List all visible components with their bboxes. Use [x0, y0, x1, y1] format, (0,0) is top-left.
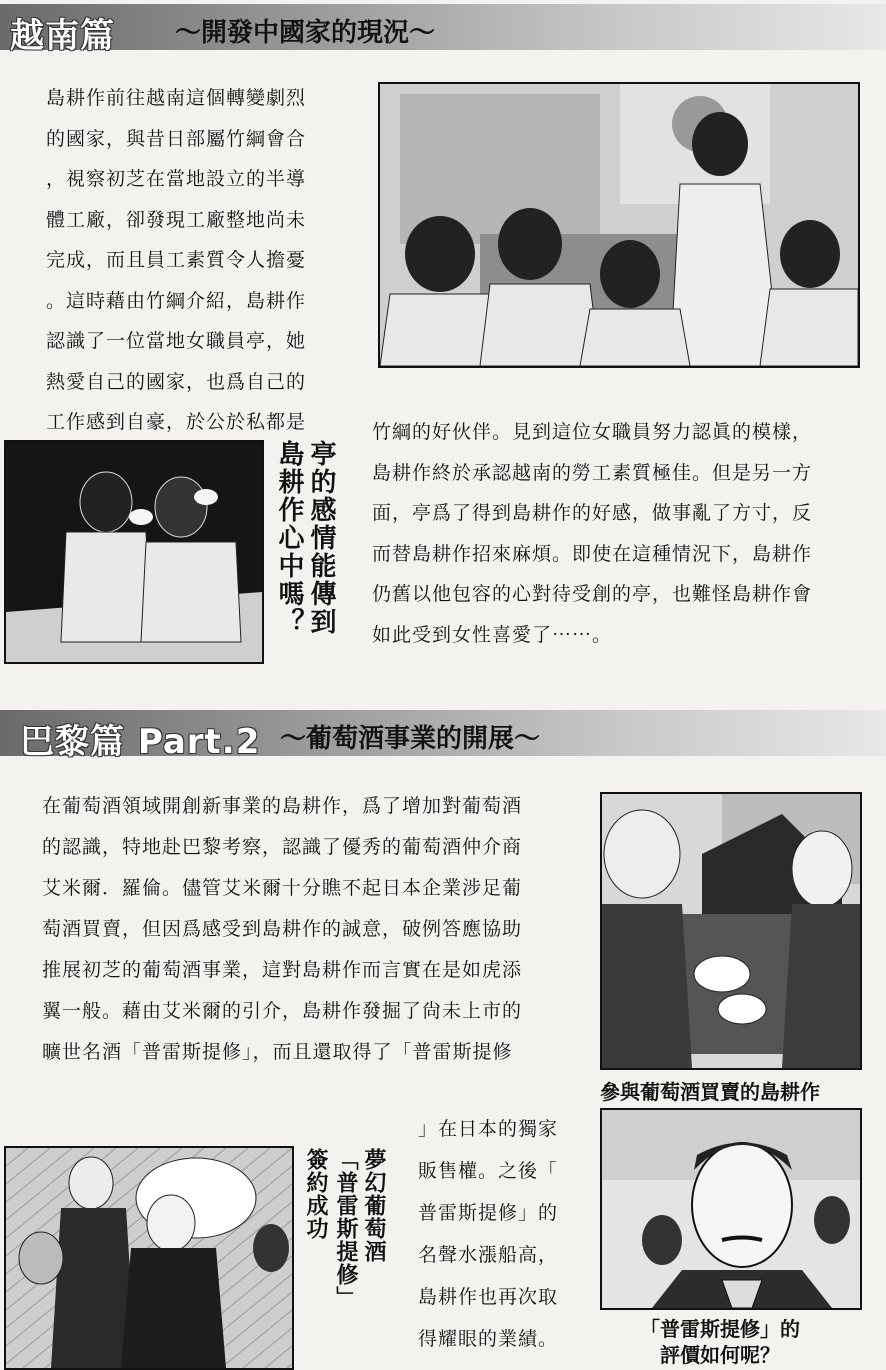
section2-vertical-caption: 夢幻葡萄酒 「普雷斯提修」 簽約成功: [303, 1148, 386, 1309]
drinking-panel-image: [4, 440, 264, 664]
drinking-illustration: [6, 442, 262, 662]
factory-illustration: [380, 84, 858, 366]
section1-vertical-caption: 亭的感情能傳到 島耕作心中嗎？: [274, 440, 336, 636]
section1-title: 越南篇: [10, 16, 115, 56]
portrait-panel-image: [600, 1108, 862, 1310]
portrait-panel-caption: 「普雷斯提修」的 評價如何呢？: [640, 1317, 800, 1367]
section2-banner: [0, 710, 886, 762]
signing-illustration: [6, 1148, 292, 1368]
section1-banner: [0, 4, 886, 56]
factory-panel-image: [378, 82, 860, 368]
portrait-illustration: [602, 1110, 860, 1308]
paris-panel-caption: 參與葡萄酒買賣的島耕作: [600, 1080, 820, 1104]
section2-paragraph-top: 在葡萄酒領域開創新事業的島耕作，爲了增加對葡萄酒 的認識，特地赴巴黎考察，認識了優秀的葡萄酒仲介商 艾米爾．羅倫。儘管艾米爾十分瞧不起日本企業涉足葡 萄酒買賣，但因爲感受到島耕作的誠意，破例答應協助 推展初芝的葡萄酒事業，這對島耕作而言實在是如虎添 翼一般。藉由艾米爾的引介，島耕作發掘了尙未上市的 曠世名酒「普雷斯提修」，而且還取得了「普雷斯提修: [42, 795, 523, 1063]
section2-paragraph-bottom: 」在日本的獨家 販售權。之後「 普雷斯提修」的 名聲水漲船高， 島耕作也再次取 得耀眼的業績。: [418, 1118, 559, 1350]
signing-panel-image: [4, 1146, 294, 1370]
section2-title: 巴黎篇 Part.2: [20, 722, 261, 762]
paris-panel-image: [600, 792, 862, 1070]
section1-paragraph-left: 島耕作前往越南這個轉變劇烈 的國家，與昔日部屬竹綱會合 ，視察初芝在當地設立的半導 體工廠，卻發現工廠整地尚未 完成，而且員工素質令人擔憂 。這時藉由竹綱介紹，島耕作 認識了一位當地女職員亭，她 熱愛自己的國家，也爲自己的 工作感到自豪，於公於私都是: [46, 87, 307, 433]
section1-paragraph-right: 竹綱的好伙伴。見到這位女職員努力認眞的模樣， 島耕作終於承認越南的勞工素質極佳。但是另一方 面，亭爲了得到島耕作的好感，做事亂了方寸，反 而替島耕作招來麻煩。即使在這種情況下，島耕作 仍舊以他包容的心對待受創的亭，也難怪島耕作會 如此受到女性喜愛了⋯⋯。: [372, 421, 813, 646]
section2-subtitle: ～葡萄酒事業的開展～: [280, 724, 541, 754]
paris-illustration: [602, 794, 860, 1068]
section1-subtitle: ～開發中國家的現況～: [175, 18, 436, 48]
